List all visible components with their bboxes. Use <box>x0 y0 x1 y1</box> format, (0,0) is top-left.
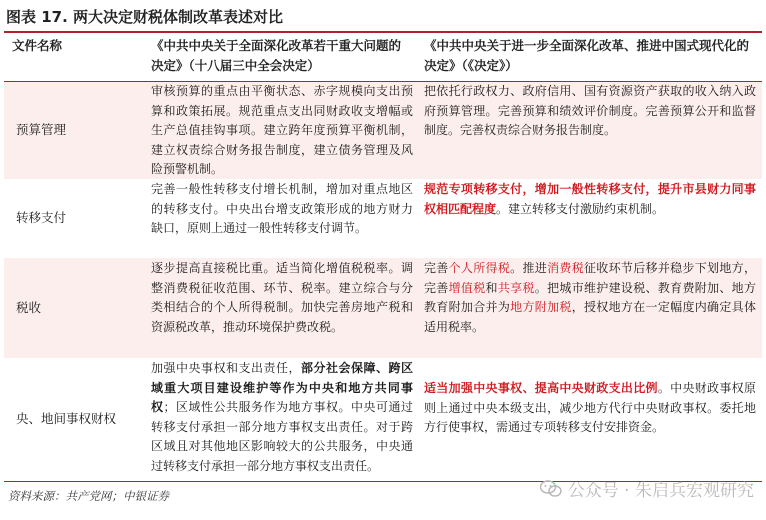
cell-old-decision: 完善一般性转移支付增长机制，增加对重点地区的转移支付。中央出台增支政策形成的地方财力缺口，原则上通过一般性转移支付调节。 <box>151 182 413 235</box>
cell-text: 。推进 <box>510 261 548 275</box>
cell-new-decision <box>424 379 756 438</box>
wechat-icon <box>540 480 562 498</box>
highlight-text: 增值税 <box>448 280 486 295</box>
cell-text: 。把城市维护建设税、教育费附加、地方教育附加合并为 <box>424 280 756 314</box>
figure-title: 图表 17. 两大决定财税体制改革表述对比 <box>6 8 284 26</box>
watermark <box>540 476 754 501</box>
header-third-plenum-decision: 《中共中央关于全面深化改革若干重大问题的决定》（十八届三中全会决定） <box>151 38 402 73</box>
cell-text: 。中央财政事权原则上通过中央本级支出，减少地方代行中央财政事权。委托地方行使事权，需通过专项转移支付安排资金。 <box>424 381 756 434</box>
cell-new-decision <box>424 259 756 337</box>
title-rule <box>4 31 762 33</box>
cell-text: 征收环节后移并稳步下划地方，完善 <box>424 261 756 295</box>
cell-old-decision: 逐步提高直接税比重。适当简化增值税税率。调整消费税征收范围、环节、税率。建立综合与分类相结合的个人所得税制。加快完善房地产税和资源税改革，推动环境保护费改税。 <box>151 261 413 334</box>
watermark-text: 公众号 · 朱启兵宏观研究 <box>567 481 754 501</box>
table-header <box>4 34 762 81</box>
table-row-budget <box>4 82 762 179</box>
table-row-transfer-payment <box>4 180 762 257</box>
cell-text: 加强中央事权和支出责任， <box>151 361 301 375</box>
cell-text: ，授权地方在一定幅度内确定具体适用税率。 <box>424 300 756 334</box>
row-label: 预算管理 <box>16 122 67 137</box>
row-label: 转移支付 <box>16 210 67 225</box>
cell-old-decision <box>151 359 413 476</box>
highlight-text: 地方附加税 <box>510 300 572 314</box>
header-file-name: 文件名称 <box>12 38 63 53</box>
highlight-text: 个人所得税 <box>448 261 511 275</box>
source-note: 资料来源：共产党网；中银证券 <box>8 489 169 503</box>
table-row-taxation <box>4 258 762 358</box>
highlight-text: 规范专项转移支付，增加一般性转移支付，提升市县财力同事权相匹配程度 <box>424 182 756 216</box>
cell-text: 。建立转移支付激励约束机制。 <box>496 201 665 216</box>
highlight-text: 共享税 <box>497 280 535 295</box>
header-new-decision: 《中共中央关于进一步全面深化改革、推进中国式现代化的决定》（《决定》） <box>424 38 750 73</box>
cell-text: 和 <box>485 280 498 295</box>
cell-old-decision: 审核预算的重点由平衡状态、赤字规模向支出预算和政策拓展。规范重点支出同财政收支增幅或生产总值挂钩事项。建立跨年度预算平衡机制，建立权责综合财务报告制度，建立债务管理及风险预警机制。 <box>151 84 413 176</box>
cell-new-decision <box>424 180 756 219</box>
highlight-text: 适当加强中央事权、提高中央财政支出比例 <box>424 381 658 395</box>
cell-new-decision: 把依托行政权力、政府信用、国有资源资产获取的收入纳入政府预算管理。完善预算和绩效评价制度。完善预算公开和监督制度。完善权责综合财务报告制度。 <box>424 84 756 137</box>
bold-text: 部分社会保障、跨区域重大项目建设维护等作为中央和地方共同事权 <box>151 361 413 414</box>
highlight-text: 消费税 <box>547 261 584 275</box>
cell-text: 完善 <box>424 261 449 275</box>
table-row-central-local-powers <box>4 359 762 480</box>
cell-text: ；区域性公共服务作为地方事权。中央可通过转移支付承担一部分地方事权支出责任。对于跨区域且对其他地区影响较大的公共服务，中央通过转移支付承担一部分地方事权支出责任。 <box>151 400 413 473</box>
row-label: 税收 <box>16 300 42 315</box>
row-label: 央、地间事权财权 <box>16 411 117 426</box>
